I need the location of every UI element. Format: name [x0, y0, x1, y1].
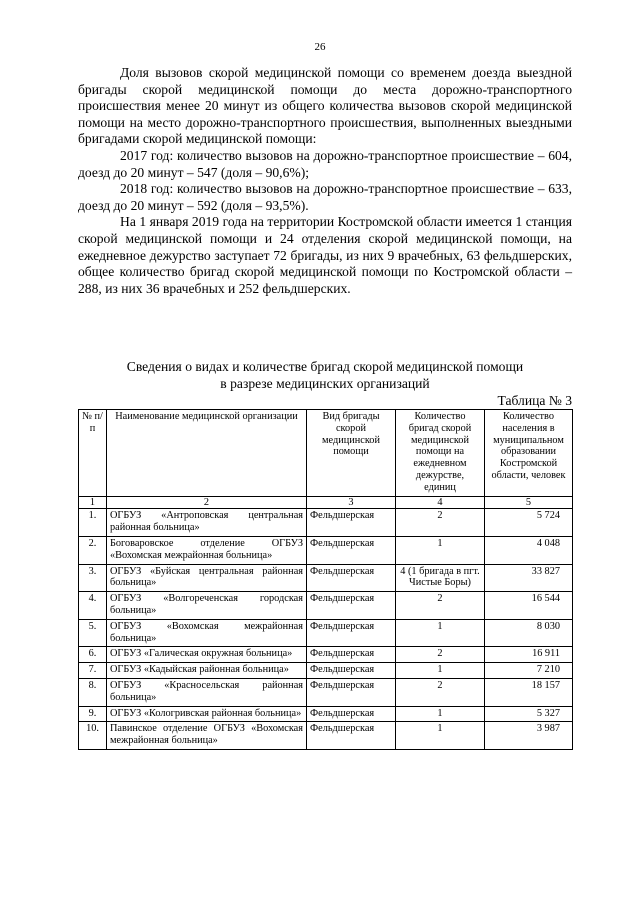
table-row: [79, 706, 573, 722]
population: 5 327: [485, 706, 573, 722]
paragraph-share-of-calls: Доля вызовов скорой медицинской помощи со временем доезда выездной бригады скорой медицинской помощи до места дорожно-транспортного происшествия менее 20 минут из общего количества вызовов скорой медицинской помощи на место дорожно-транспортного происшествия, выполненных выездными бригадами скорой медицинской помощи:: [78, 65, 572, 147]
organization-name: ОГБУЗ «Галическая окружная больница»: [107, 647, 307, 663]
paragraph-2017-stats: 2017 год: количество вызовов на дорожно-транспортное происшествие – 604, доезд до 20 минут – 547 (доля – 90,6%);: [78, 147, 572, 180]
table-header-row: [79, 410, 573, 497]
row-number: 10.: [79, 722, 107, 750]
row-number: 6.: [79, 647, 107, 663]
column-number: 3: [307, 496, 396, 509]
table-heading-line-1: Сведения о видах и количестве бригад скорой медицинской помощи: [126, 359, 524, 374]
paragraph-2018-stats: 2018 год: количество вызовов на дорожно-транспортное происшествие – 633, доезд до 20 минут – 592 (доля – 93,5%).: [78, 181, 572, 213]
brigade-type: Фельдшерская: [307, 663, 396, 679]
brigade-type: Фельдшерская: [307, 722, 396, 750]
row-number: 5.: [79, 619, 107, 647]
row-number: 8.: [79, 678, 107, 706]
brigade-type: Фельдшерская: [307, 678, 396, 706]
brigade-count: 2: [396, 678, 485, 706]
table-heading-line-2: в разрезе медицинских организаций: [220, 375, 430, 391]
body-text: [78, 65, 572, 297]
population: 18 157: [485, 678, 573, 706]
header-number: № п/п: [79, 410, 107, 497]
header-organization: Наименование медицинской организации: [107, 410, 307, 497]
row-number: 2.: [79, 536, 107, 564]
organization-name: ОГБУЗ «Антроповская центральная районная больница»: [107, 509, 307, 537]
brigade-count: 1: [396, 663, 485, 679]
table-row: [79, 536, 573, 564]
brigade-type: Фельдшерская: [307, 619, 396, 647]
brigade-count: 2: [396, 647, 485, 663]
brigade-type: Фельдшерская: [307, 564, 396, 592]
header-population: Количество населения в муниципальном образовании Костромской области, человек: [485, 410, 573, 497]
table-row: [79, 509, 573, 537]
population: 7 210: [485, 663, 573, 679]
row-number: 7.: [79, 663, 107, 679]
column-number: 4: [396, 496, 485, 509]
column-number: 5: [485, 496, 573, 509]
table-row: [79, 592, 573, 620]
brigade-count: 1: [396, 536, 485, 564]
row-number: 9.: [79, 706, 107, 722]
table-row: [79, 663, 573, 679]
brigade-count: 1: [396, 706, 485, 722]
population: 4 048: [485, 536, 573, 564]
row-number: 3.: [79, 564, 107, 592]
table-row: [79, 619, 573, 647]
header-brigade-type: Вид бригады скорой медицинской помощи: [307, 410, 396, 497]
paragraph-stations-summary: На 1 января 2019 года на территории Костромской области имеется 1 станция скорой медицинской помощи и 24 отделения скорой медицинской помощи, на ежедневное дежурство заступает 72 бригады, из них 9 врачебных, 63 фельдшерских, общее количество бригад скорой медицинской помощи по Костромской области – 288, из них 36 врачебных и 252 фельдшерских.: [78, 214, 572, 296]
column-number-row: [79, 496, 573, 509]
brigade-count: 2: [396, 592, 485, 620]
population: 5 724: [485, 509, 573, 537]
table-row: [79, 678, 573, 706]
population: 16 911: [485, 647, 573, 663]
brigade-type: Фельдшерская: [307, 509, 396, 537]
organization-name: ОГБУЗ «Волгореченская городская больница»: [107, 592, 307, 620]
table-heading: [78, 359, 572, 392]
table-row: [79, 722, 573, 750]
brigade-type: Фельдшерская: [307, 706, 396, 722]
table-label: Таблица № 3: [497, 393, 572, 408]
column-number: 2: [107, 496, 307, 509]
brigade-type: Фельдшерская: [307, 536, 396, 564]
brigade-count: 1: [396, 722, 485, 750]
header-brigade-count: Количество бригад скорой медицинской помощи на ежедневном дежурстве, единиц: [396, 410, 485, 497]
table-row: [79, 564, 573, 592]
row-number: 4.: [79, 592, 107, 620]
organization-name: ОГБУЗ «Вохомская межрайонная больница»: [107, 619, 307, 647]
table-row: [79, 647, 573, 663]
organization-name: ОГБУЗ «Кадыйская районная больница»: [107, 663, 307, 679]
brigade-count: 1: [396, 619, 485, 647]
organization-name: ОГБУЗ «Буйская центральная районная больница»: [107, 564, 307, 592]
organization-name: Боговаровское отделение ОГБУЗ «Вохомская межрайонная больница»: [107, 536, 307, 564]
brigade-type: Фельдшерская: [307, 647, 396, 663]
row-number: 1.: [79, 509, 107, 537]
population: 8 030: [485, 619, 573, 647]
brigade-count: 4 (1 бригада в пгт. Чистые Боры): [396, 564, 485, 592]
population: 16 544: [485, 592, 573, 620]
population: 3 987: [485, 722, 573, 750]
brigade-count: 2: [396, 509, 485, 537]
page-number: 26: [314, 41, 326, 53]
organization-name: ОГБУЗ «Красносельская районная больница»: [107, 678, 307, 706]
organization-name: Павинское отделение ОГБУЗ «Вохомская межрайонная больница»: [107, 722, 307, 750]
brigade-type: Фельдшерская: [307, 592, 396, 620]
column-number: 1: [79, 496, 107, 509]
organization-name: ОГБУЗ «Кологривская районная больница»: [107, 706, 307, 722]
ambulance-brigades-table: [78, 409, 573, 750]
population: 33 827: [485, 564, 573, 592]
